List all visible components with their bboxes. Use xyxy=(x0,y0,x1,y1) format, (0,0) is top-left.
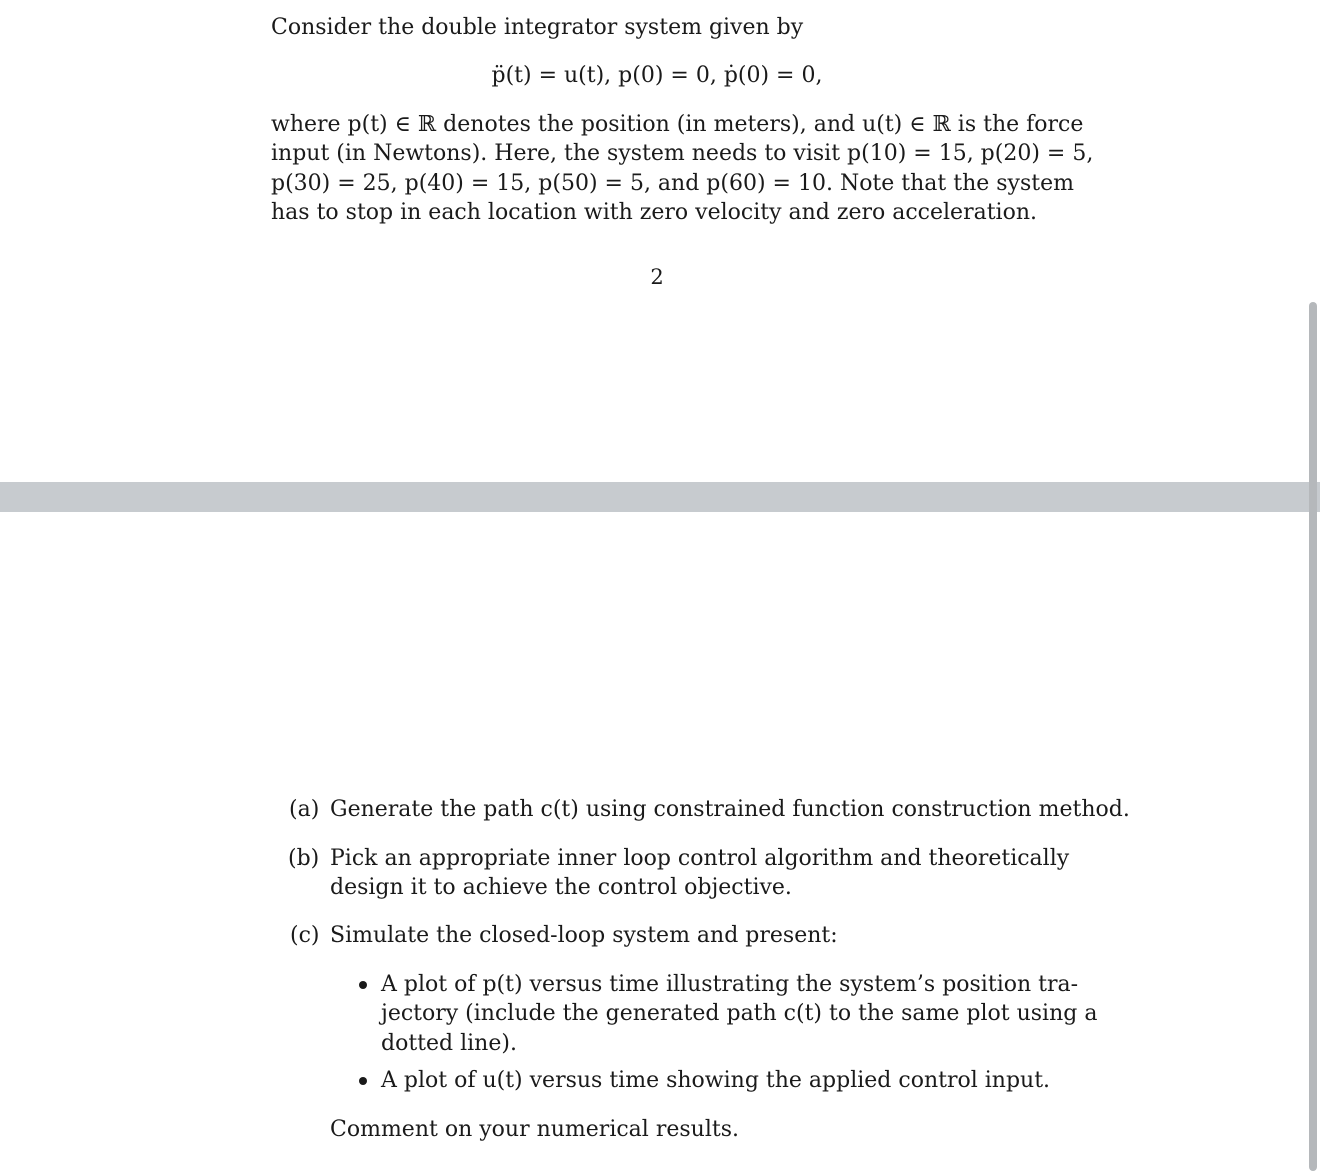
item-line: Simulate the closed-loop system and present: xyxy=(330,923,838,948)
item-label-b: (b) xyxy=(288,846,320,871)
page-separator xyxy=(0,482,1320,512)
bullet-line: dotted line). xyxy=(381,1030,517,1056)
bullet-dot xyxy=(359,1077,367,1085)
paragraph-line: input (in Newtons). Here, the system needs to visit p(10) = 15, p(20) = 5, xyxy=(271,141,1094,167)
item-a-text xyxy=(330,795,1130,824)
paragraph-line: where p(t) ∈ ℝ denotes the position (in meters), and u(t) ∈ ℝ is the force xyxy=(271,112,1084,137)
item-label-c: (c) xyxy=(290,923,320,948)
bullet-line: jectory (include the generated path c(t) to the same plot using a xyxy=(381,1001,1098,1027)
bullet-line: A plot of p(t) versus time illustrating the system’s position tra- xyxy=(381,972,1079,997)
bullet-1-text xyxy=(381,970,1098,1058)
intro-sentence: Consider the double integrator system given by xyxy=(271,15,804,40)
paragraph-line: p(30) = 25, p(40) = 15, p(50) = 5, and p(60) = 10. Note that the system xyxy=(271,170,1074,196)
item-label-a: (a) xyxy=(289,797,320,822)
page-3-content xyxy=(0,512,1300,1171)
bullet-dot xyxy=(359,981,367,989)
paragraph-line: has to stop in each location with zero velocity and zero acceleration. xyxy=(271,200,1037,226)
system-equation: p̈(t) = u(t), p(0) = 0, ṗ(0) = 0, xyxy=(491,63,823,88)
problem-paragraph xyxy=(271,110,1094,228)
item-line: Pick an appropriate inner loop control algorithm and theoretically xyxy=(330,846,1070,871)
page-number: 2 xyxy=(650,265,664,289)
item-b-text xyxy=(330,844,1070,903)
item-line: design it to achieve the control objective. xyxy=(330,875,792,901)
item-c-text xyxy=(330,921,1043,950)
page-2-content xyxy=(0,0,1300,482)
scrollbar-thumb[interactable] xyxy=(1309,302,1317,1171)
item-line: Generate the path c(t) using constrained function construction method. xyxy=(330,797,1130,822)
closing-sentence: Comment on your numerical results. xyxy=(330,1117,739,1142)
vertical-scrollbar[interactable] xyxy=(1300,0,1320,1171)
bullet-2-text xyxy=(381,1066,1051,1095)
bullet-line: A plot of u(t) versus time showing the applied control input. xyxy=(381,1068,1051,1093)
